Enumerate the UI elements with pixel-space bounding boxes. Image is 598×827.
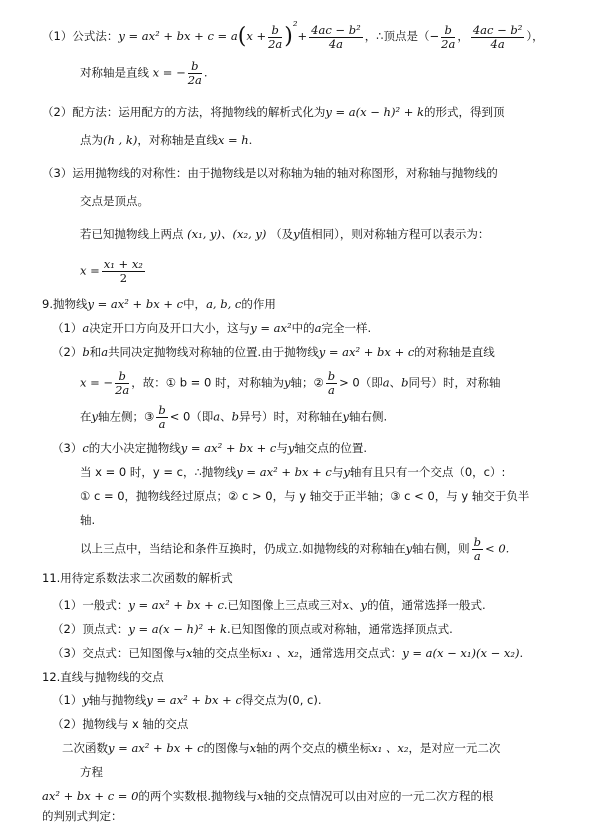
text: ，对称轴是直线 <box>137 133 218 147</box>
symmetry-line-cont: 交点是顶点。 <box>80 194 149 208</box>
text: 的值，通常选择一般式. <box>367 598 486 612</box>
text: ，是对应一元二次 <box>408 741 501 755</box>
text: （1）一般式： <box>52 598 129 612</box>
math-expr: (h , k) <box>103 133 138 147</box>
math-expr: y = ax² + bx + c <box>128 598 224 612</box>
text: 异号）时，对称轴在 <box>239 409 343 424</box>
math-expr: y <box>287 441 295 455</box>
item-c-line <box>52 440 367 456</box>
math-expr: y = ax² + bx + c <box>180 441 277 455</box>
math-expr: ax² + bx + c = 0 <box>42 789 139 803</box>
text: 以上三点中，当结论和条件互换时，仍成立.如抛物线的对称轴在 <box>80 541 406 556</box>
text: 点为 <box>80 133 103 147</box>
math-expr: x <box>249 741 257 755</box>
text: （1） <box>52 321 83 335</box>
completing-square-line <box>42 104 504 120</box>
text: （1） <box>52 693 83 707</box>
math-expr: y = ax² + bx + c <box>318 345 415 359</box>
text: 在 <box>80 409 92 424</box>
text: 轴；② <box>290 375 324 390</box>
math-expr: y <box>91 409 98 424</box>
math-expr: y = ax² + bx + c <box>236 465 332 479</box>
text: 、 <box>389 375 402 390</box>
math-expr: a <box>213 409 221 424</box>
text: （3） <box>52 441 83 455</box>
paren-open: ( <box>237 24 247 49</box>
text: . <box>203 65 208 80</box>
text: 与 <box>331 465 344 479</box>
text: 轴的交点坐标 <box>192 646 262 660</box>
math-expr: a <box>82 321 90 335</box>
text: ，故：① b = 0 时，对称轴为 <box>131 375 284 390</box>
text: 轴的交点情况可以由对应的一元二次方程的根 <box>263 789 494 803</box>
text: 轴的两个交点的横坐标 <box>256 741 372 755</box>
fraction-4ac: $\frac{\text{4ac − b²}}{4a}$ <box>311 22 361 51</box>
summary-line <box>80 536 509 563</box>
text: 9.抛物线 <box>42 297 88 311</box>
text: 的形式，得到顶 <box>423 105 505 119</box>
text: 轴交点的位置. <box>294 441 368 455</box>
math-expr: y <box>360 598 368 612</box>
section-11-heading: 11.用待定系数法求二次函数的解析式 <box>42 571 233 585</box>
text: 和 <box>89 345 102 359</box>
math-expr: x <box>342 598 350 612</box>
math-expr: a <box>101 345 109 359</box>
math-expr: x <box>185 646 193 660</box>
fraction: $\frac{b}{a}$ <box>473 535 482 563</box>
text: ，∴顶点是（− <box>364 29 440 43</box>
text: 同号）时，对称轴 <box>408 375 501 390</box>
text: （2）顶点式： <box>52 622 129 636</box>
text: （及 <box>270 227 294 241</box>
math-expr: x = h <box>217 133 249 147</box>
text: 的作用 <box>241 297 276 311</box>
text: > 0（即 <box>339 375 383 390</box>
text: .已知图像上三点或三对 <box>223 598 343 612</box>
text: < 0（即 <box>169 409 214 424</box>
formula-method-line <box>42 18 544 51</box>
math-expr: y = ax² + bx + c <box>87 297 184 311</box>
math-expr: y = ax² + bx + c <box>146 693 242 707</box>
x-axis-intersection-line: （2）抛物线与 x 轴的交点 <box>52 717 189 731</box>
section-9-heading <box>42 296 276 312</box>
math-expr: b <box>82 345 90 359</box>
math-expr: x₁ 、x₂ <box>261 646 299 660</box>
math-expr: a <box>382 375 390 390</box>
text: 轴右侧，则 <box>412 541 470 556</box>
discriminant-line: 的判别式判定： <box>42 809 123 823</box>
math-expr: a <box>314 321 322 335</box>
text: ）， <box>526 29 544 43</box>
fraction: $\frac{b}{2a}$ <box>187 59 202 87</box>
math-expr: y <box>283 375 291 390</box>
math-expr: y = a(x − x₁)(x − x₂) <box>402 646 520 660</box>
math-expr: x = − <box>80 375 114 390</box>
text: 得交点为(0, c). <box>241 693 322 707</box>
math-expr: a, b, c <box>206 297 242 311</box>
math-expr: y = ax² + bx + c = a <box>118 29 238 43</box>
text: （3）交点式：已知图像与 <box>52 646 186 660</box>
text: （2）配方法：运用配方的方法，将抛物线的解析式化为 <box>42 105 326 119</box>
text: 的大小决定抛物线 <box>88 441 181 455</box>
math-expr: x = <box>80 263 100 278</box>
item-c-cases: ① c = 0，抛物线经过原点；② c > 0，与 y 轴交于正半轴；③ c < 0，与 y 轴交于负半 <box>80 489 530 503</box>
math-expr: y = a(x − h)² + k <box>325 105 424 119</box>
item-c-cases-cont: 轴. <box>80 513 96 527</box>
text: ， <box>457 29 469 43</box>
math-expr: y <box>82 693 89 707</box>
text: 值相同），则对称轴方程可以表示为： <box>299 227 490 241</box>
text: 的对称轴是直线 <box>414 345 495 359</box>
item-b-cases-cont <box>80 404 387 431</box>
math-expr: y <box>405 541 413 556</box>
intercept-form-line <box>52 645 523 661</box>
item-label: （1）公式法： <box>42 29 119 43</box>
math-expr: < 0. <box>485 541 510 556</box>
item-b-line <box>52 344 495 360</box>
text: （2） <box>52 345 83 359</box>
item-a-line <box>52 320 371 336</box>
text: 完全一样. <box>321 321 372 335</box>
vertex-line <box>80 132 252 148</box>
fraction-b-2a-vertex: $\frac{b}{2a}$ <box>441 22 456 51</box>
text: 、 <box>220 409 232 424</box>
y-axis-intersection-line <box>52 692 322 708</box>
math-expr: x = − <box>152 65 186 80</box>
math-expr: x + <box>246 29 267 43</box>
fraction-4ac-vertex: $\frac{\text{4ac − b²}}{4a}$ <box>472 22 523 51</box>
math-expr: c <box>82 441 89 455</box>
text: 轴左侧；③ <box>98 409 155 424</box>
text: . <box>248 133 253 147</box>
math-expr: y <box>293 227 300 241</box>
fraction: $\frac{b}{a}$ <box>327 369 336 397</box>
axis-formula <box>80 258 147 285</box>
axis-line <box>80 60 208 87</box>
math-expr: + <box>297 29 308 43</box>
fraction: $\frac{b}{a}$ <box>158 403 166 431</box>
text: 当 x = 0 时，y = c，∴抛物线 <box>80 465 237 479</box>
text: 若已知抛物线上两点 <box>80 227 184 241</box>
paren-close: ) <box>284 24 293 49</box>
math-expr: y = a(x − h)² + k <box>128 622 227 636</box>
text: . <box>519 646 524 660</box>
text: 、 <box>349 598 361 612</box>
math-expr: (x₁, y)、(x₂, y) <box>187 227 267 241</box>
fraction: $\frac{\text{x₁ + x₂}}{2}$ <box>103 257 143 285</box>
fraction: $\frac{b}{2a}$ <box>115 369 130 397</box>
text: 轴有且只有一个交点（0，c）: <box>349 465 506 479</box>
item-b-cases <box>80 370 500 397</box>
text: 二次函数 <box>62 741 108 755</box>
text: 的两个实数根.抛物线与 <box>138 789 258 803</box>
equation-roots-line <box>42 788 494 804</box>
math-expr: y <box>343 465 350 479</box>
text: 的图像与 <box>203 741 250 755</box>
text: 决定开口方向及开口大小，这与 <box>89 321 251 335</box>
math-expr: x <box>257 789 264 803</box>
text: 对称轴是直线 <box>80 65 149 80</box>
symmetry-line: （3）运用抛物线的对称性：由于抛物线是以对称轴为轴的轴对称图形，对称轴与抛物线的 <box>42 166 498 180</box>
text: 中， <box>183 297 207 311</box>
text: 共同决定抛物线对称轴的位置.由于抛物线 <box>108 345 319 359</box>
math-expr: ² <box>292 19 298 33</box>
text: 轴与抛物线 <box>88 693 147 707</box>
math-expr: b <box>231 409 240 424</box>
math-expr: b <box>401 375 409 390</box>
roots-line-cont: 方程 <box>80 765 103 779</box>
math-expr: x₁ 、x₂ <box>371 741 409 755</box>
fraction-b-2a: $\frac{b}{2a}$ <box>268 22 283 51</box>
text: 轴右侧. <box>349 409 388 424</box>
item-c-detail <box>80 464 505 480</box>
text: 与 <box>276 441 288 455</box>
math-expr: y = ax² <box>250 321 292 335</box>
text: 中的 <box>291 321 315 335</box>
two-points-line <box>80 226 489 242</box>
vertex-form-line <box>52 621 453 637</box>
section-12-heading: 12.直线与抛物线的交点 <box>42 670 164 684</box>
text: .已知图像的顶点或对称轴，通常选择顶点式. <box>226 622 453 636</box>
math-expr: y <box>342 409 350 424</box>
text: ，通常选用交点式： <box>298 646 403 660</box>
general-form-line <box>52 597 486 613</box>
math-expr: y = ax² + bx + c <box>108 741 204 755</box>
roots-line <box>62 740 500 756</box>
